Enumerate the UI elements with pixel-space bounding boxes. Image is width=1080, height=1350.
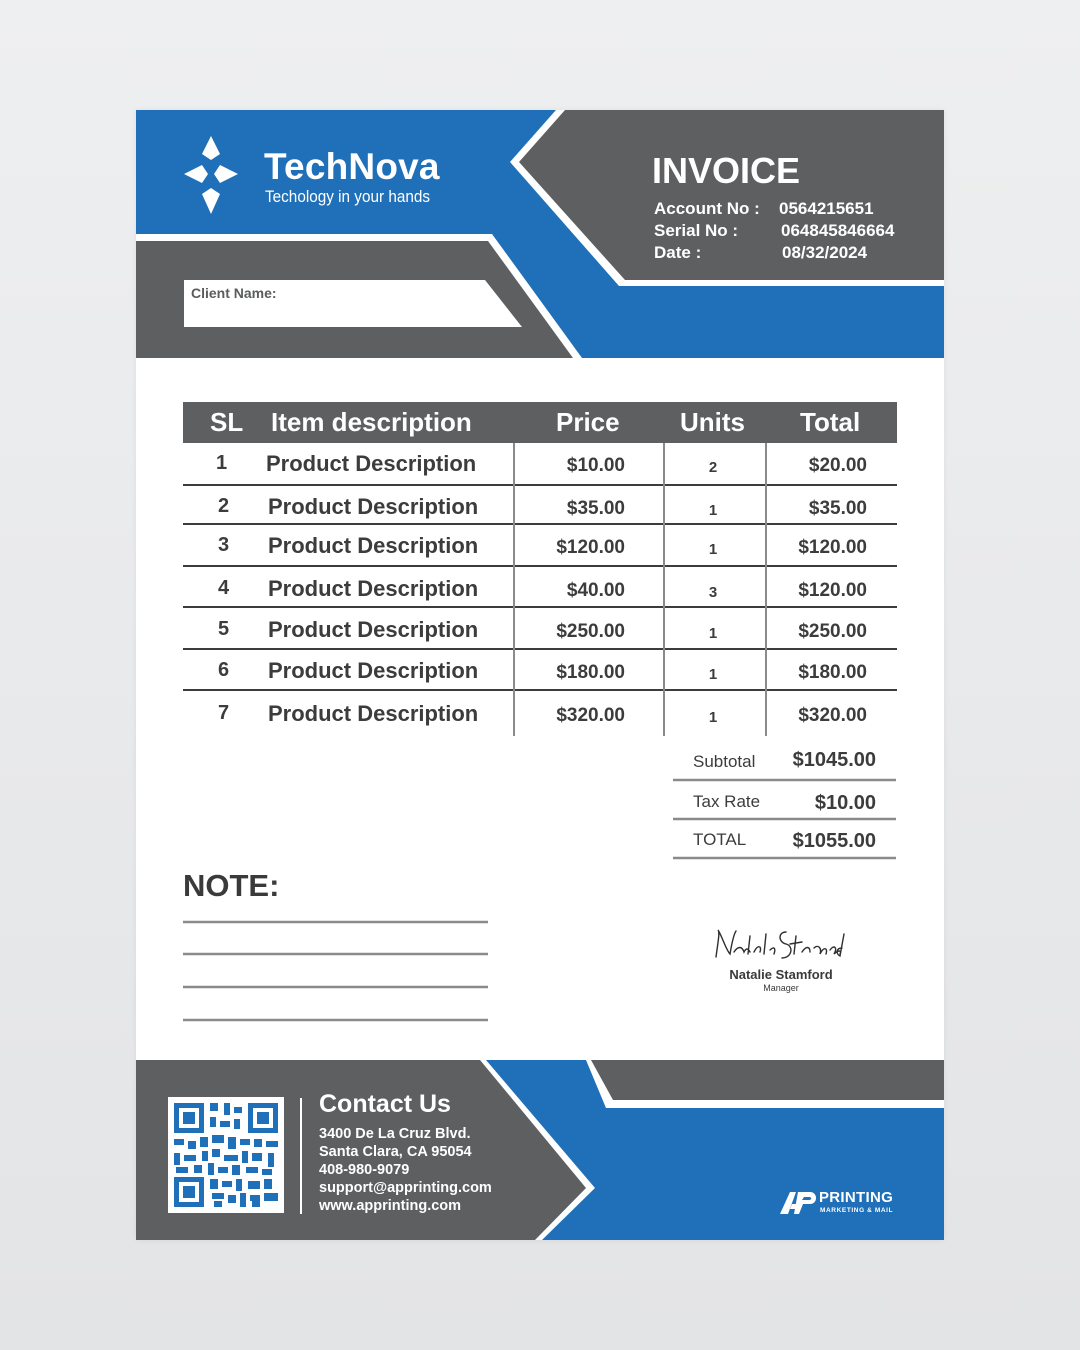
row-3-sl: 3 (218, 534, 230, 556)
row-4-price: $40.00 (566, 580, 625, 601)
contact-phone: 408-980-9079 (319, 1162, 410, 1178)
row-5-units: 1 (708, 625, 718, 642)
date-label: Date : (654, 243, 702, 262)
qr-code (168, 1097, 284, 1213)
row-2-total: $35.00 (808, 498, 867, 519)
account-number: 0564215651 (779, 199, 874, 218)
contact-email[interactable]: support@apprinting.com (319, 1180, 492, 1196)
row-5-description: Product Description (268, 617, 479, 642)
contact-title: Contact Us (319, 1090, 451, 1118)
serial-label: Serial No : (654, 221, 739, 240)
row-6-sl: 6 (218, 659, 230, 681)
row-3-price: $120.00 (556, 537, 625, 558)
row-5-price: $250.00 (556, 621, 625, 642)
row-2-description: Product Description (268, 494, 479, 519)
row-1-total: $20.00 (808, 455, 867, 476)
total-value: $1055.00 (792, 830, 876, 852)
note-lines (183, 915, 489, 1025)
row-4-sl: 4 (218, 577, 230, 599)
subtotal-value: $1045.00 (792, 749, 876, 771)
row-1-price: $10.00 (566, 455, 625, 476)
row-5-total: $250.00 (798, 621, 867, 642)
row-6-total: $180.00 (798, 662, 867, 683)
row-1-sl: 1 (216, 452, 228, 474)
signatory-role: Manager (763, 983, 799, 993)
row-1-units: 2 (708, 459, 718, 476)
header-price: Price (556, 407, 620, 437)
row-5-sl: 5 (218, 618, 230, 640)
tax-rate-label: Tax Rate (693, 792, 761, 811)
ap-printing-logo-icon (778, 1190, 818, 1216)
account-label: Account No : (654, 199, 760, 218)
note-label: NOTE: (183, 868, 280, 903)
row-3-description: Product Description (268, 533, 479, 558)
row-7-description: Product Description (268, 701, 479, 726)
invoice-date: 08/32/2024 (782, 243, 868, 262)
company-name: TechNova (264, 146, 440, 187)
subtotal-label: Subtotal (693, 752, 756, 771)
tax-rate-value: $10.00 (814, 792, 876, 814)
row-2-units: 1 (708, 502, 718, 519)
contact-address-line-2: Santa Clara, CA 95054 (319, 1144, 472, 1160)
row-3-units: 1 (708, 541, 718, 558)
row-2-sl: 2 (218, 495, 230, 517)
row-4-description: Product Description (268, 576, 479, 601)
row-7-price: $320.00 (556, 705, 625, 726)
row-4-units: 3 (708, 584, 718, 601)
brand-subtitle: MARKETING & MAIL (820, 1207, 894, 1214)
invoice-title: INVOICE (652, 150, 801, 191)
row-2-price: $35.00 (566, 498, 625, 519)
contact-address-line-1: 3400 De La Cruz Blvd. (319, 1126, 471, 1142)
row-4-total: $120.00 (798, 580, 867, 601)
contact-website[interactable]: www.apprinting.com (319, 1198, 462, 1214)
company-tagline: Techology in your hands (265, 187, 431, 206)
signature-graphic (706, 922, 856, 970)
row-6-price: $180.00 (556, 662, 625, 683)
client-name-label: Client Name: (191, 285, 277, 301)
row-1-description: Product Description (266, 451, 477, 476)
row-3-total: $120.00 (798, 537, 867, 558)
row-6-units: 1 (708, 666, 718, 683)
brand-name: PRINTING (819, 1189, 894, 1206)
header-description: Item description (271, 407, 472, 437)
row-7-sl: 7 (218, 702, 230, 724)
signatory-name: Natalie Stamford (729, 967, 833, 982)
header-total: Total (800, 407, 861, 437)
serial-number: 064845846664 (781, 221, 895, 240)
total-label: TOTAL (693, 830, 747, 849)
header-sl: SL (210, 407, 244, 437)
row-7-units: 1 (708, 709, 718, 726)
row-6-description: Product Description (268, 658, 479, 683)
header-units: Units (680, 407, 745, 437)
row-7-total: $320.00 (798, 705, 867, 726)
invoice-sheet (136, 110, 944, 1240)
